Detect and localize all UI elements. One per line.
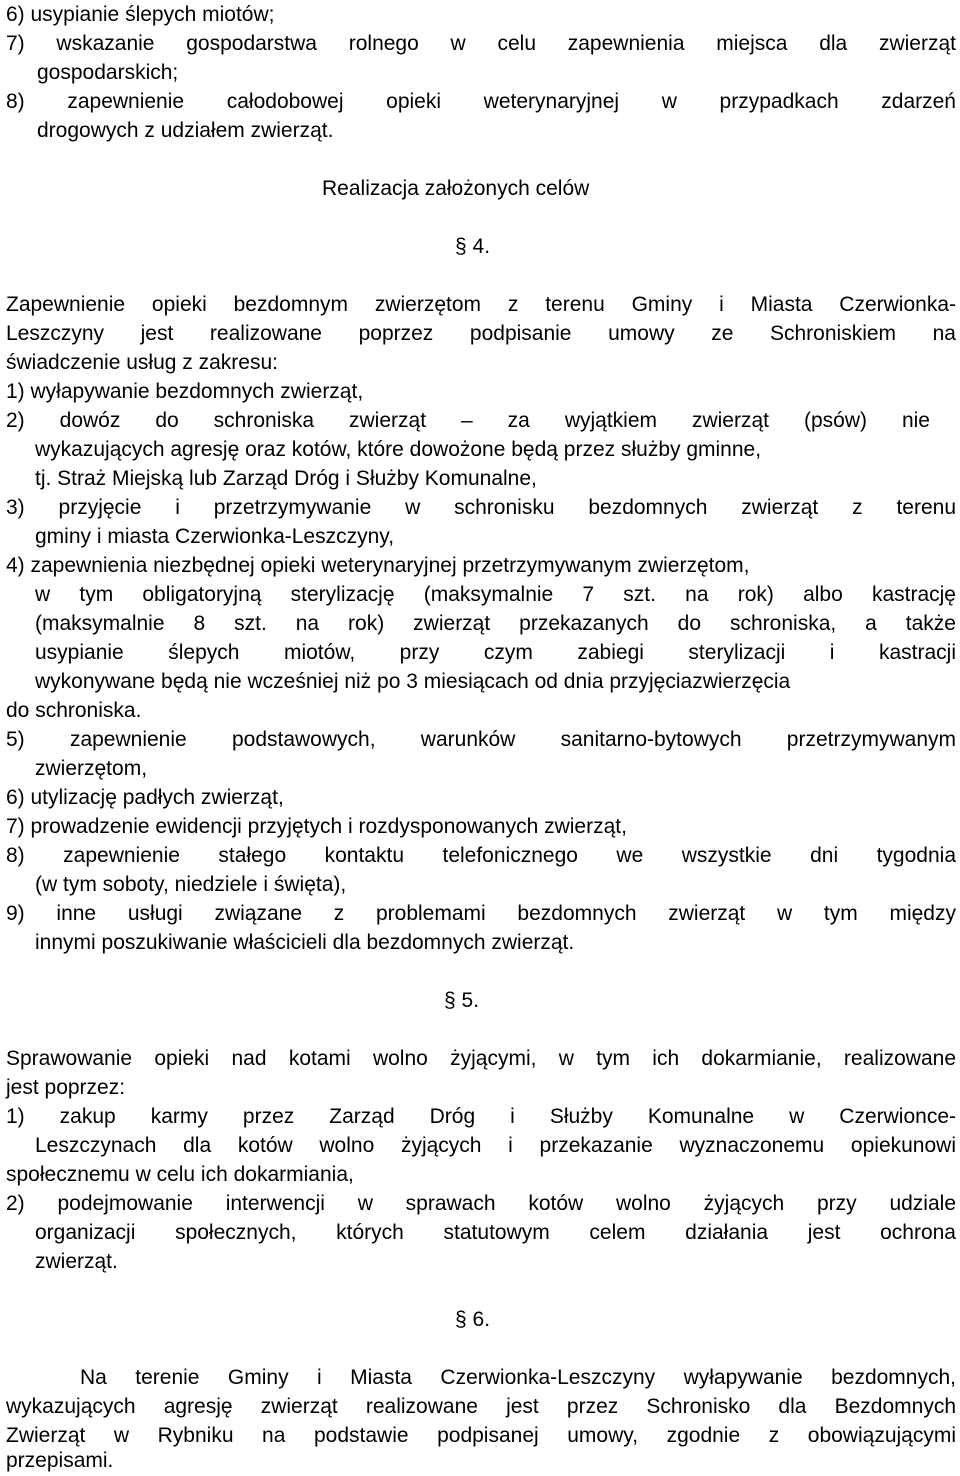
paragraph-line: Zwierząt w Rybniku na podstawie podpisanej umowy, zgodnie z obowiązującymi	[6, 1424, 956, 1447]
list-item: 6) usypianie ślepych miotów;	[6, 3, 275, 26]
list-item-continuation: organizacji społecznych, których statutowym celem działania jest ochrona	[35, 1221, 956, 1244]
section-mark-6: § 6.	[455, 1308, 491, 1331]
paragraph-line: Sprawowanie opieki nad kotami wolno żyjącymi, w tym ich dokarmianie, realizowane	[6, 1047, 956, 1070]
list-item: 6) utylizację padłych zwierząt,	[6, 786, 284, 809]
list-item-continuation: wykazujących agresję oraz kotów, które dowożone będą przez służby gminne,	[35, 438, 762, 461]
list-item-continuation: usypianie ślepych miotów, przy czym zabiegi sterylizacji i kastracji	[35, 641, 956, 664]
list-item: 2) dowóz do schroniska zwierząt – za wyjątkiem zwierząt (psów) nie	[6, 409, 930, 432]
list-item: 5) zapewnienie podstawowych, warunków sanitarno-bytowych przetrzymywanym	[6, 728, 956, 751]
list-item: 7) wskazanie gospodarstwa rolnego w celu zapewnienia miejsca dla zwierząt	[6, 32, 956, 55]
paragraph-line: przepisami.	[6, 1449, 114, 1472]
list-item: 1) zakup karmy przez Zarząd Dróg i Służby Komunalne w Czerwionce-	[6, 1105, 956, 1128]
section-heading: Realizacja założonych celów	[322, 177, 590, 200]
section-mark-5: § 5.	[444, 989, 480, 1012]
section-mark-4: § 4.	[455, 235, 491, 258]
list-item-continuation: (maksymalnie 8 szt. na rok) zwierząt przekazanych do schroniska, a także	[35, 612, 956, 635]
list-item-continuation: gminy i miasta Czerwionka-Leszczyny,	[35, 525, 395, 548]
paragraph-line: Na terenie Gminy i Miasta Czerwionka-Leszczyny wyłapywanie bezdomnych,	[80, 1366, 956, 1389]
list-item-continuation: Leszczynach dla kotów wolno żyjących i przekazanie wyznaczonemu opiekunowi	[35, 1134, 956, 1157]
list-item-continuation: (w tym soboty, niedziele i święta),	[35, 873, 347, 896]
list-item: 8) zapewnienie stałego kontaktu telefonicznego we wszystkie dni tygodnia	[6, 844, 956, 867]
list-item-continuation: społecznemu w celu ich dokarmiania,	[6, 1163, 354, 1186]
list-item-continuation: w tym obligatoryjną sterylizację (maksymalnie 7 szt. na rok) albo kastrację	[35, 583, 956, 606]
list-item-continuation: tj. Straż Miejską lub Zarząd Dróg i Służby Komunalne,	[35, 467, 537, 490]
list-item-continuation: innymi poszukiwanie właścicieli dla bezdomnych zwierząt.	[35, 931, 575, 954]
paragraph-line: świadczenie usług z zakresu:	[6, 351, 278, 374]
paragraph-line: Zapewnienie opieki bezdomnym zwierzętom z terenu Gminy i Miasta Czerwionka-	[6, 293, 956, 316]
list-item: 1) wyłapywanie bezdomnych zwierząt,	[6, 380, 364, 403]
list-item: 2) podejmowanie interwencji w sprawach kotów wolno żyjących przy udziale	[6, 1192, 956, 1215]
list-item-continuation: drogowych z udziałem zwierząt.	[37, 119, 334, 142]
list-item: 3) przyjęcie i przetrzymywanie w schronisku bezdomnych zwierząt z terenu	[6, 496, 956, 519]
list-item-continuation: wykonywane będą nie wcześniej niż po 3 miesiącach od dnia przyjęciazwierzęcia	[35, 670, 791, 693]
list-item: 4) zapewnienia niezbędnej opieki weterynaryjnej przetrzymywanym zwierzętom,	[6, 554, 750, 577]
list-item: 8) zapewnienie całodobowej opieki weterynaryjnej w przypadkach zdarzeń	[6, 90, 956, 113]
list-item-continuation: zwierzętom,	[35, 757, 148, 780]
list-item-continuation: gospodarskich;	[37, 61, 179, 84]
list-item-continuation: zwierząt.	[35, 1250, 118, 1273]
list-item: 7) prowadzenie ewidencji przyjętych i rozdysponowanych zwierząt,	[6, 815, 627, 838]
list-item: 9) inne usługi związane z problemami bezdomnych zwierząt w tym między	[6, 902, 956, 925]
paragraph-line: jest poprzez:	[6, 1076, 126, 1099]
list-item-continuation: do schroniska.	[6, 699, 142, 722]
paragraph-line: wykazujących agresję zwierząt realizowane jest przez Schronisko dla Bezdomnych	[6, 1395, 956, 1418]
paragraph-line: Leszczyny jest realizowane poprzez podpisanie umowy ze Schroniskiem na	[6, 322, 956, 345]
